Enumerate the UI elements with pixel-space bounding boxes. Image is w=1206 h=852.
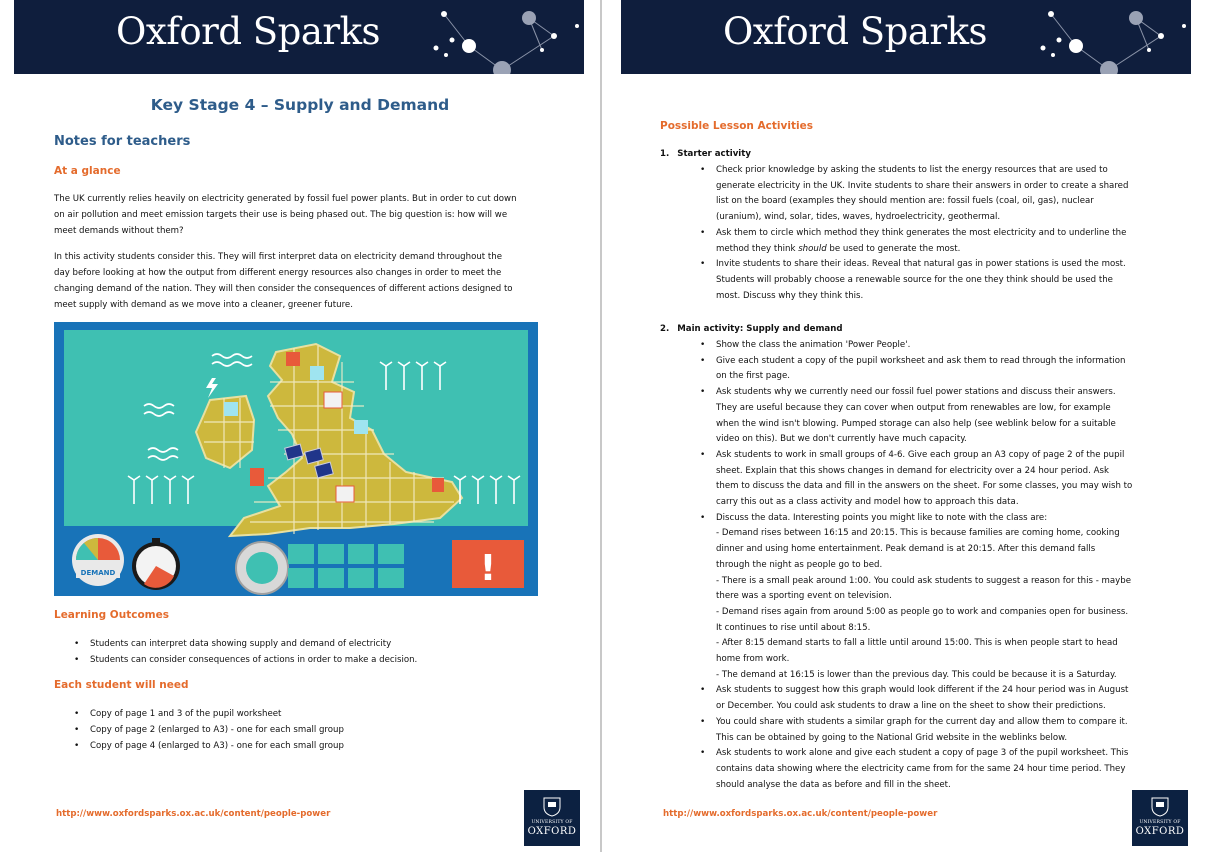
logo-oxford-text: OXFORD	[527, 826, 577, 837]
footer-link[interactable]: http://www.oxfordsparks.ox.ac.uk/content/people-power	[56, 809, 331, 819]
constellation-icon	[424, 0, 584, 74]
at-a-glance-heading: At a glance	[54, 165, 121, 177]
section-number: 2.	[660, 324, 670, 334]
list-item: • Students can interpret data showing supply and demand of electricity	[54, 636, 417, 652]
page-title: Key Stage 4 – Supply and Demand	[150, 96, 450, 114]
crest-icon	[543, 797, 561, 817]
oxford-logo	[1132, 790, 1188, 846]
list-item: • Ask students to work in small groups of 4-6. Give each group an A3 copy of page 2 of the pupil sheet. Explain that this shows changes in demand for electricity over a 24 hour period. Ask them to discuss the data and fill in the answers on the sheet. For some classes, you may wish to carry this out as a class activity and model how to approach this data.	[700, 448, 1150, 511]
intro-paragraph-1	[54, 191, 554, 239]
page-divider	[600, 0, 602, 852]
list-item: • Copy of page 4 (enlarged to A3) - one for each small group	[54, 738, 344, 754]
section-title: Main activity: Supply and demand	[677, 324, 843, 334]
text-line: changing demand of the nation. They will then consider the consequences of different actions designed to	[54, 284, 513, 294]
text-line: In this activity students consider this. They will first interpret data on electricity demand throughout the	[54, 252, 502, 262]
learning-outcomes-list	[54, 636, 417, 668]
section-number: 1.	[660, 149, 670, 159]
brand-title: Oxford Sparks	[723, 10, 987, 53]
section-1-heading	[660, 149, 751, 159]
section-title: Starter activity	[677, 149, 751, 159]
text-line: on air pollution and meet emission targets their use is being phased out. The big question is: how will we	[54, 210, 508, 220]
list-item: • Copy of page 2 (enlarged to A3) - one for each small group	[54, 722, 344, 738]
list-item: • Ask them to circle which method they think generates the most electricity and to underline the method they think should be used to generate the most.	[700, 226, 1150, 257]
notes-heading: Notes for teachers	[54, 134, 191, 149]
alert-icon: !	[479, 548, 497, 589]
text-line: day before looking at how the output from different energy resources also changes in order to meet the	[54, 268, 502, 278]
text-line: meet supply with demand as we move into a cleaner, greener future.	[54, 300, 353, 310]
intro-paragraph-2	[54, 249, 554, 313]
list-item: • Give each student a copy of the pupil worksheet and ask them to read through the information on the first page.	[700, 354, 1150, 385]
logo-oxford-text: OXFORD	[1135, 826, 1185, 837]
needs-heading: Each student will need	[54, 679, 189, 691]
list-item: • Ask students to suggest how this graph would look different if the 24 hour period was in August or December. You could ask students to draw a line on the sheet to show their predictions.	[700, 683, 1150, 714]
brand-title: Oxford Sparks	[116, 10, 380, 53]
section-2-heading	[660, 324, 843, 334]
header-banner	[14, 0, 584, 74]
list-item: • Students can consider consequences of actions in order to make a decision.	[54, 652, 417, 668]
logo-university-text: UNIVERSITY OF	[531, 820, 573, 825]
list-item: • Show the class the animation 'Power People'.	[700, 338, 1150, 354]
constellation-icon	[1031, 0, 1191, 74]
text-line: The UK currently relies heavily on electricity generated by fossil fuel power plants. But in order to cut down	[54, 194, 517, 204]
footer-link[interactable]: http://www.oxfordsparks.ox.ac.uk/content/people-power	[663, 809, 938, 819]
list-item: • Discuss the data. Interesting points you might like to note with the class are: - Demand rises between 16:15 and 20:15. This is because families are coming home, cooking dinner and using home entertainment. Peak demand is at 20:15. After this demand falls through the night as people go to bed. - There is a small peak around 1:00. You could ask students to suggest a reason for this - maybe there was a sporting event on television. - Demand rises again from around 5:00 as people go to work and companies open for business. It continues to rise until about 8:15. - After 8:15 demand starts to fall a little until around 15:00. This is when people start to head home from work. - The demand at 16:15 is lower than the previous day. This could be because it is a Saturday.	[700, 511, 1150, 684]
oxford-logo	[524, 790, 580, 846]
text-line: meet demands without them?	[54, 226, 184, 236]
list-item: • Ask students to work alone and give each student a copy of page 3 of the pupil worksheet. This contains data showing where the electricity came from for the same 24 hour time period. They should analyse the data as before and fill in the sheet.	[700, 746, 1150, 793]
header-banner	[621, 0, 1191, 74]
section-1-list	[700, 163, 1150, 304]
list-item: • Ask students why we currently need our fossil fuel power stations and discuss their answers. They are useful because they can cover when output from renewables are low, for example when the wind isn't blowing. Pumped storage can also help (see weblink below for a suitable video on this). But we don't currently have much capacity.	[700, 385, 1150, 448]
energy-map-illustration	[54, 322, 538, 596]
page-right	[604, 0, 1206, 852]
logo-university-text: UNIVERSITY OF	[1139, 820, 1181, 825]
list-item: • Copy of page 1 and 3 of the pupil worksheet	[54, 706, 344, 722]
list-item: • Check prior knowledge by asking the students to list the energy resources that are used to generate electricity in the UK. Invite students to share their answers in order to create a shared list on the board (examples they should mention are: fossil fuels (coal, oil, gas), nuclear (uranium), wind, solar, tides, waves, hydroelectricity, geothermal.	[700, 163, 1150, 226]
activities-heading: Possible Lesson Activities	[660, 120, 813, 132]
section-2-list	[700, 338, 1150, 793]
learning-outcomes-heading: Learning Outcomes	[54, 609, 169, 621]
needs-list	[54, 706, 344, 754]
list-item: • You could share with students a similar graph for the current day and allow them to compare it. This can be obtained by going to the National Grid website in the weblinks below.	[700, 715, 1150, 746]
gauge-label: DEMAND	[80, 569, 116, 577]
list-item: • Invite students to share their ideas. Reveal that natural gas in power stations is used the most. Students will probably choose a renewable source for the one they think should be used the most. Discuss why they think this.	[700, 257, 1150, 304]
crest-icon	[1151, 797, 1169, 817]
page-left	[0, 0, 600, 852]
